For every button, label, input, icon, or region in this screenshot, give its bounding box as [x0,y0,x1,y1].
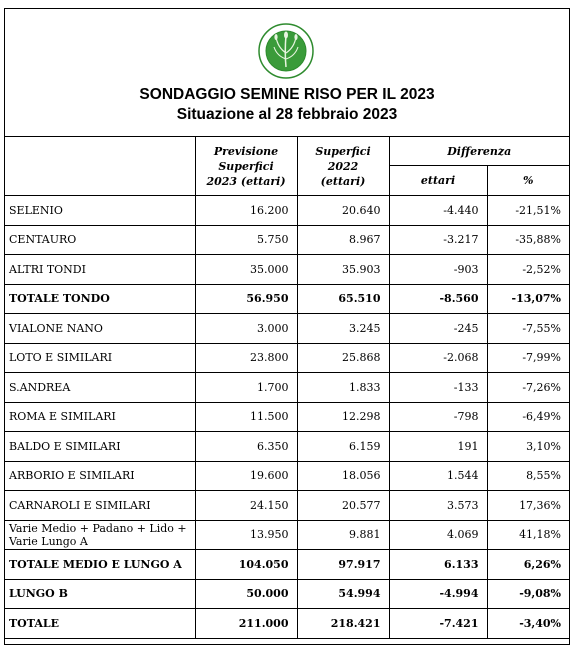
table-row [5,461,569,491]
row-previsione-2023: 24.150 [195,491,297,521]
row-variety-name: VIALONE NANO [5,314,195,344]
row-differenza-percent: -35,88% [487,225,569,255]
table-row [5,432,569,462]
row-differenza-percent: -13,07% [487,284,569,314]
row-differenza-ettari: -4.994 [389,579,487,609]
table-row [5,373,569,403]
row-previsione-2023: 6.350 [195,432,297,462]
row-variety-name: LOTO E SIMILARI [5,343,195,373]
table-row [5,343,569,373]
row-previsione-2023: 11.500 [195,402,297,432]
row-previsione-2023: 1.700 [195,373,297,403]
row-differenza-percent: 3,10% [487,432,569,462]
row-variety-name: TOTALE [5,609,195,639]
row-variety-name: LUNGO B [5,579,195,609]
ente-nazionale-risi-seal-icon [258,23,314,79]
row-differenza-ettari: -2.068 [389,343,487,373]
report-subtitle: Situazione al 28 febbraio 2023 [176,106,398,123]
row-previsione-2023: 23.800 [195,343,297,373]
row-differenza-percent: -7,55% [487,314,569,344]
report-title: SONDAGGIO SEMINE RISO PER IL 2023 [139,86,435,103]
row-previsione-2023: 3.000 [195,314,297,344]
header-differenza: Differenza [389,137,569,166]
row-differenza-percent: -6,49% [487,402,569,432]
table-row [5,579,569,609]
table-row [5,520,569,550]
row-variety-name: TOTALE MEDIO E LUNGO A [5,550,195,580]
row-variety-name: ROMA E SIMILARI [5,402,195,432]
row-differenza-percent: -7,99% [487,343,569,373]
row-superfici-2022: 97.917 [297,550,389,580]
row-superfici-2022: 20.577 [297,491,389,521]
table-row [5,284,569,314]
row-differenza-ettari: -133 [389,373,487,403]
row-superfici-2022: 6.159 [297,432,389,462]
row-variety-name: ALTRI TONDI [5,255,195,285]
header-percent: % [487,166,569,196]
row-previsione-2023: 104.050 [195,550,297,580]
row-previsione-2023: 19.600 [195,461,297,491]
row-differenza-percent: -3,40% [487,609,569,639]
row-differenza-ettari: -798 [389,402,487,432]
table-body [5,196,569,639]
row-variety-name: CENTAURO [5,225,195,255]
row-variety-name: TOTALE TONDO [5,284,195,314]
row-previsione-2023: 50.000 [195,579,297,609]
table-row [5,609,569,639]
rice-sowing-table [5,136,569,639]
row-superfici-2022: 3.245 [297,314,389,344]
table-row [5,491,569,521]
table-row [5,314,569,344]
row-superfici-2022: 18.056 [297,461,389,491]
header-superfici: Superfici 2022 (ettari) [297,137,389,196]
row-variety-name: ARBORIO E SIMILARI [5,461,195,491]
row-differenza-ettari: -245 [389,314,487,344]
row-variety-name: Varie Medio + Padano + Lido + Varie Lungo A [5,520,195,550]
row-differenza-ettari: 6.133 [389,550,487,580]
row-differenza-ettari: -7.421 [389,609,487,639]
row-differenza-ettari: 191 [389,432,487,462]
row-previsione-2023: 35.000 [195,255,297,285]
row-differenza-ettari: -903 [389,255,487,285]
row-previsione-2023: 5.750 [195,225,297,255]
row-differenza-ettari: -8.560 [389,284,487,314]
row-differenza-percent: 8,55% [487,461,569,491]
row-differenza-ettari: 1.544 [389,461,487,491]
row-differenza-ettari: -4.440 [389,196,487,226]
row-previsione-2023: 16.200 [195,196,297,226]
row-variety-name: CARNAROLI E SIMILARI [5,491,195,521]
row-differenza-percent: -9,08% [487,579,569,609]
table-row [5,402,569,432]
table-row [5,225,569,255]
row-superfici-2022: 65.510 [297,284,389,314]
report-header [5,9,569,137]
report-frame [4,8,570,645]
header-ettari: ettari [389,166,487,196]
table-row [5,255,569,285]
row-previsione-2023: 56.950 [195,284,297,314]
row-superfici-2022: 54.994 [297,579,389,609]
row-differenza-percent: 17,36% [487,491,569,521]
row-superfici-2022: 12.298 [297,402,389,432]
row-superfici-2022: 218.421 [297,609,389,639]
header-variety [5,137,195,196]
table-row [5,550,569,580]
row-differenza-percent: 6,26% [487,550,569,580]
row-differenza-percent: -7,26% [487,373,569,403]
row-variety-name: BALDO E SIMILARI [5,432,195,462]
header-previsione: Previsione Superfici 2023 (ettari) [195,137,297,196]
row-superfici-2022: 35.903 [297,255,389,285]
row-differenza-ettari: 4.069 [389,520,487,550]
row-differenza-percent: -2,52% [487,255,569,285]
row-superfici-2022: 8.967 [297,225,389,255]
row-differenza-ettari: 3.573 [389,491,487,521]
row-variety-name: S.ANDREA [5,373,195,403]
row-previsione-2023: 211.000 [195,609,297,639]
row-superfici-2022: 9.881 [297,520,389,550]
row-superfici-2022: 1.833 [297,373,389,403]
row-variety-name: SELENIO [5,196,195,226]
row-differenza-percent: -21,51% [487,196,569,226]
table-row [5,196,569,226]
row-differenza-percent: 41,18% [487,520,569,550]
row-differenza-ettari: -3.217 [389,225,487,255]
row-superfici-2022: 25.868 [297,343,389,373]
row-superfici-2022: 20.640 [297,196,389,226]
row-previsione-2023: 13.950 [195,520,297,550]
